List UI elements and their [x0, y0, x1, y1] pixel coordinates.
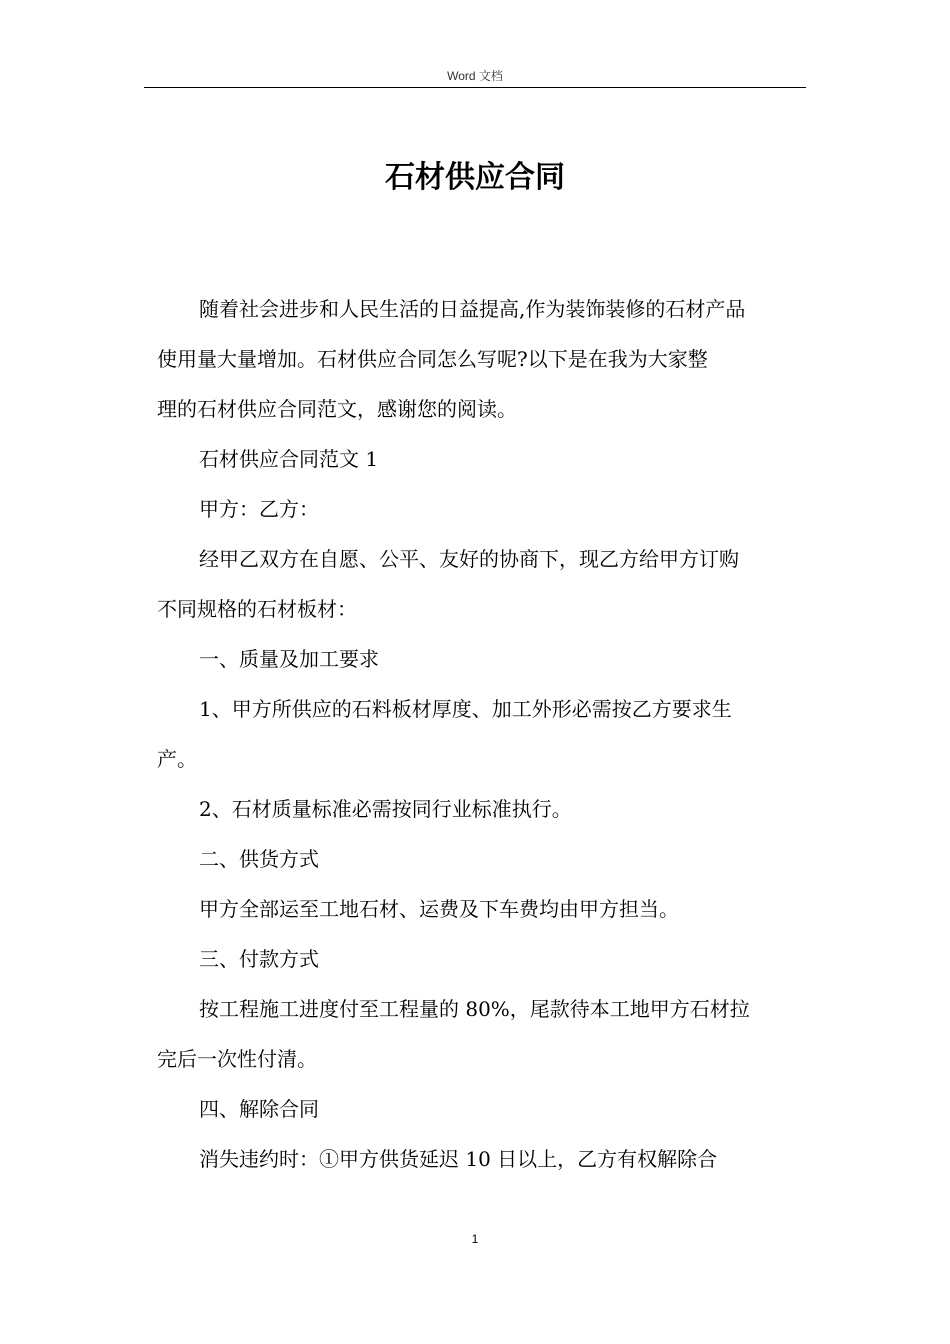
paragraph-sample-heading: [178, 434, 810, 484]
paragraph-line: 1、甲方所供应的石料板材厚度、加工外形必需按乙方要求生: [199, 697, 732, 721]
paragraph-intro: [157, 284, 810, 434]
paragraph-line: 2、石材质量标准必需按同行业标准执行。: [199, 797, 572, 821]
paragraph-line: 不同规格的石材板材：: [157, 597, 357, 621]
section-heading-payment: [178, 934, 810, 984]
paragraph-line: 二、供货方式: [199, 847, 319, 871]
paragraph-termination: [178, 1134, 810, 1184]
paragraph-line: 消失违约时：①甲方供货延迟 10 日以上，乙方有权解除合: [199, 1147, 718, 1171]
paragraph-parties: [178, 484, 810, 534]
paragraph-line: 完后一次性付清。: [157, 1047, 317, 1071]
paragraph-quality-1: [157, 684, 810, 784]
paragraph-supply: [178, 884, 810, 934]
paragraph-line: 使用量大量增加。石材供应合同怎么写呢?以下是在我为大家整: [157, 347, 708, 371]
paragraph-line: 随着社会进步和人民生活的日益提高,作为装饰装修的石材产品: [199, 297, 746, 321]
section-heading-supply: [178, 834, 810, 884]
header-divider: [144, 87, 806, 88]
paragraph-line: 三、付款方式: [199, 947, 319, 971]
paragraph-line: 产。: [157, 747, 197, 771]
paragraph-line: 甲方：乙方：: [199, 497, 319, 521]
paragraph-payment: [157, 984, 810, 1084]
section-heading-termination: [178, 1084, 810, 1134]
document-body: [157, 284, 810, 1184]
paragraph-line: 经甲乙双方在自愿、公平、友好的协商下，现乙方给甲方订购: [199, 547, 739, 571]
paragraph-line: 四、解除合同: [199, 1097, 319, 1121]
page-number: 1: [471, 1232, 479, 1246]
page-header-label: Word 文档: [447, 69, 503, 83]
paragraph-line: 按工程施工进度付至工程量的 80%，尾款待本工地甲方石材拉: [199, 997, 750, 1021]
paragraph-quality-2: [178, 784, 810, 834]
paragraph-agreement: [157, 534, 810, 634]
document-title: 石材供应合同: [385, 160, 565, 195]
paragraph-line: 一、质量及加工要求: [199, 647, 379, 671]
paragraph-line: 石材供应合同范文 1: [199, 447, 379, 471]
paragraph-line: 甲方全部运至工地石材、运费及下车费均由甲方担当。: [199, 897, 679, 921]
section-heading-quality: [178, 634, 810, 684]
paragraph-line: 理的石材供应合同范文，感谢您的阅读。: [157, 397, 517, 421]
